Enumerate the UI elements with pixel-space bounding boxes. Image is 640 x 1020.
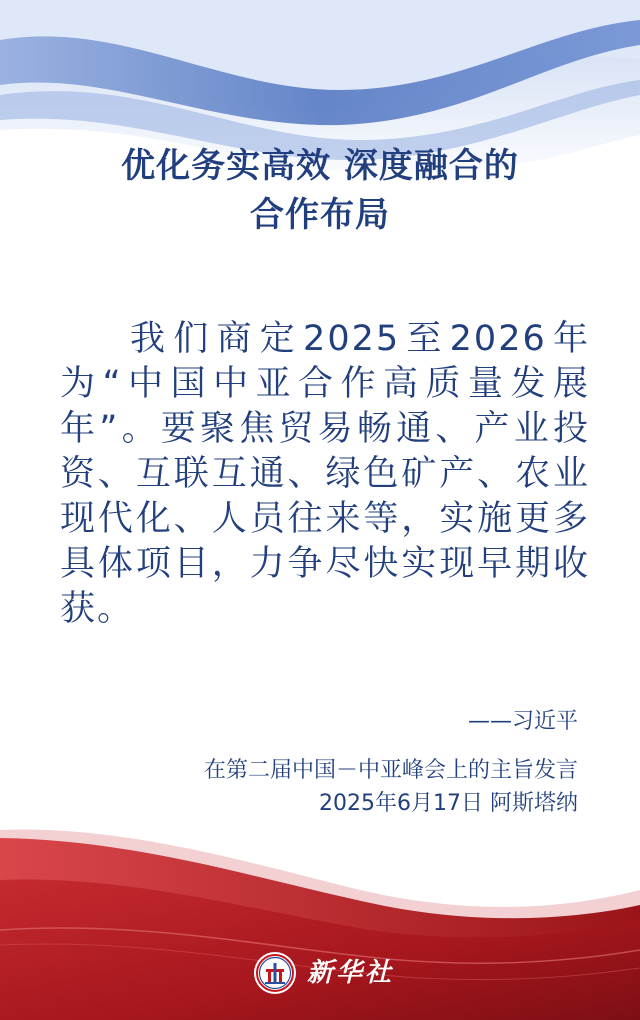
date-place-line: 2025年6月17日 阿斯塔纳 (319, 791, 578, 816)
speaker-attribution: ——习近平 (467, 709, 578, 734)
xinhua-logo (253, 951, 403, 995)
xinhua-wordmark: 新华社 (307, 958, 395, 988)
xinhua-emblem-icon (253, 951, 297, 995)
title-line-2: 合作布局 (250, 195, 390, 235)
title-line-1: 优化务实高效 深度融合的 (121, 146, 519, 186)
occasion-line: 在第二届中国－中亚峰会上的主旨发言 (203, 758, 578, 783)
quote-text: 我们商定2025至2026年为“中国中亚合作高质量发展年”。要聚焦贸易畅通、产业投资、互联互通、绿色矿产、农业现代化、人员往来等，实施更多具体项目，力争尽快实现早期收获。 (60, 319, 590, 629)
